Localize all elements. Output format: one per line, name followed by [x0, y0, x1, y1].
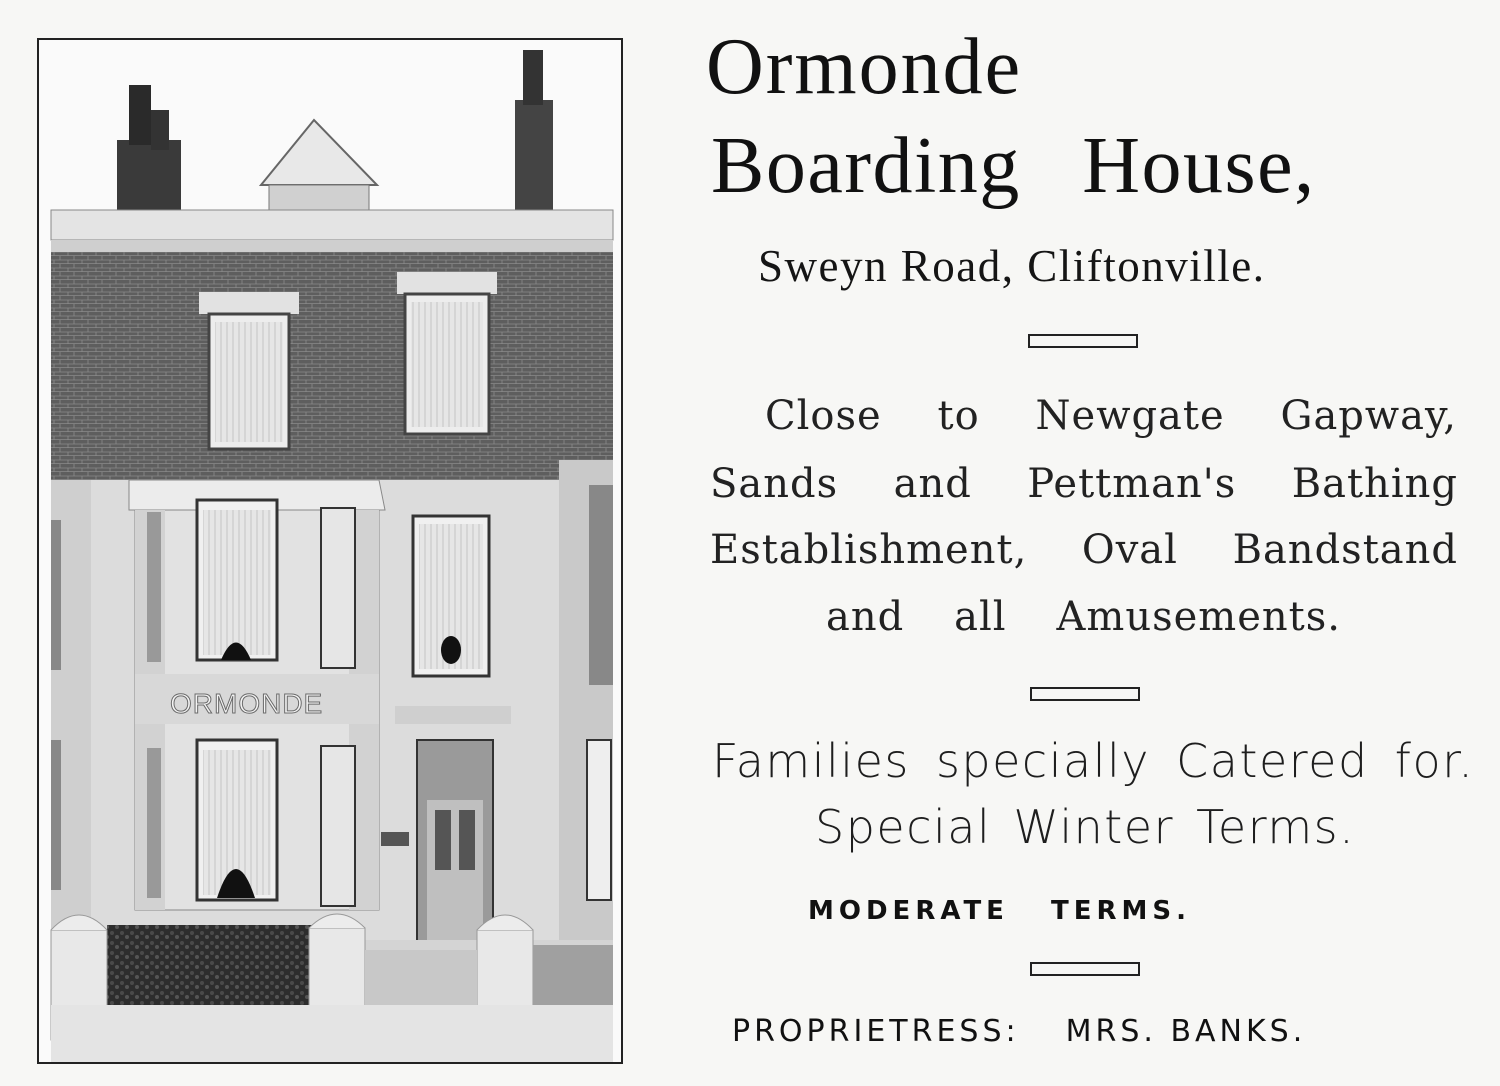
title-line-1: Ormonde	[706, 23, 1023, 111]
boarding-house-photo	[37, 38, 623, 1064]
proprietress-label: PROPRIETRESS:	[732, 1014, 1020, 1049]
proprietress-line	[732, 1014, 1306, 1049]
proprietress-name: MRS. BANKS.	[1065, 1014, 1307, 1049]
address: Sweyn Road, Cliftonville.	[758, 241, 1266, 291]
title-line-2: Boarding House,	[711, 122, 1316, 210]
ormonde-sign: ORMONDE	[170, 688, 324, 719]
divider	[1030, 687, 1140, 701]
house-illustration	[39, 40, 621, 1062]
description-line: and all Amusements.	[826, 594, 1341, 640]
description-line: Sands and Pettman's Bathing	[710, 461, 1458, 507]
winter-terms-line: Special Winter Terms.	[815, 800, 1356, 854]
families-line: Families specially Catered for.	[712, 734, 1475, 788]
divider	[1028, 334, 1138, 348]
description-line: Close to Newgate Gapway,	[765, 393, 1457, 439]
moderate-terms: MODERATE TERMS.	[808, 896, 1191, 926]
divider	[1030, 962, 1140, 976]
description-line: Establishment, Oval Bandstand	[710, 527, 1458, 573]
